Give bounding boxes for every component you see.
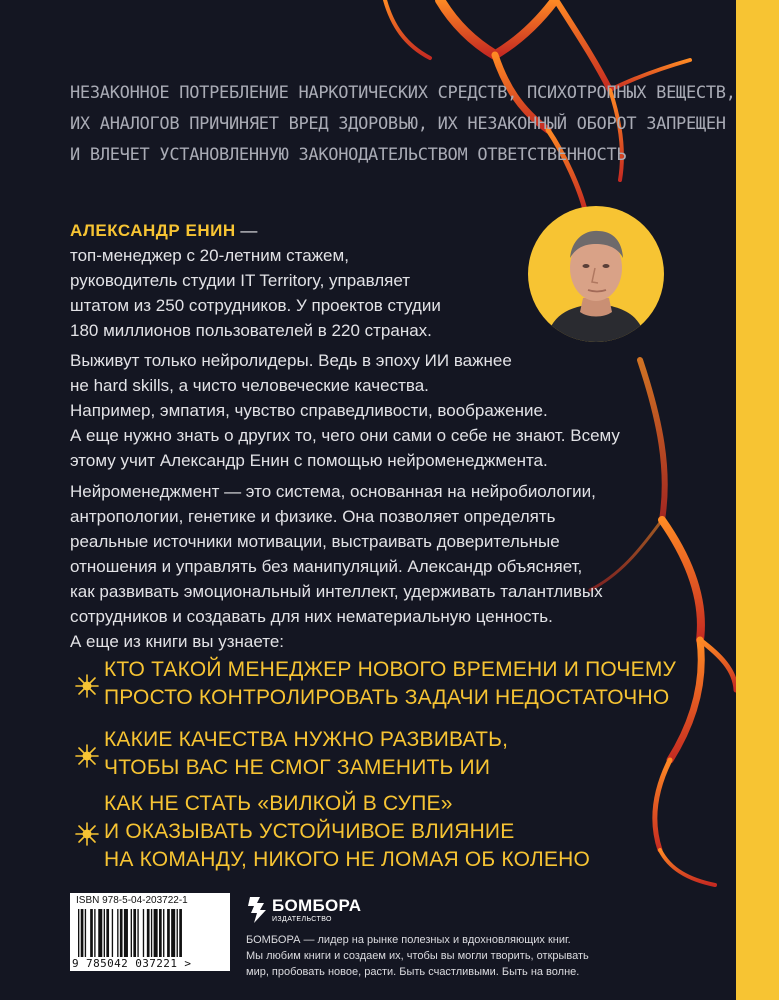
barcode-bar: [90, 909, 93, 957]
spine-accent-strip: [736, 0, 779, 1000]
barcode-bar: [143, 909, 144, 957]
barcode-bar: [104, 909, 105, 957]
paragraph-line: Выживут только нейролидеры. Ведь в эпоху ИИ важнее: [70, 351, 512, 370]
bullet-line: КАКИЕ КАЧЕСТВА НУЖНО РАЗВИВАТЬ,: [104, 728, 509, 751]
legal-warning-line: И ВЛЕЧЕТ УСТАНОВЛЕННУЮ ЗАКОНОДАТЕЛЬСТВОМ ОТВЕТСТВЕННОСТЬ: [70, 145, 627, 165]
barcode-bar: [159, 909, 162, 957]
legal-warning-line: НЕЗАКОННОЕ ПОТРЕБЛЕНИЕ НАРКОТИЧЕСКИХ СРЕДСТВ, ПСИХОТРОПНЫХ ВЕЩЕСТВ,: [70, 83, 736, 103]
publisher-line: Мы любим книги и создаем их, чтобы вы могли творить, открывать: [246, 950, 589, 962]
barcode-bar: [151, 909, 152, 957]
author-bio: [70, 218, 510, 343]
bombora-logo: [246, 893, 362, 929]
bullet-line: КАК НЕ СТАТЬ «ВИЛКОЙ В СУПЕ»: [104, 792, 453, 815]
publisher-sub: ИЗДАТЕЛЬСТВО: [272, 916, 332, 923]
neuron-star-icon: [74, 821, 100, 847]
bullet-line: ПРОСТО КОНТРОЛИРОВАТЬ ЗАДАЧИ НЕДОСТАТОЧНО: [104, 686, 670, 709]
barcode-bar: [177, 909, 178, 957]
bullet-line: НА КОМАНДУ, НИКОГО НЕ ЛОМАЯ ОБ КОЛЕНО: [104, 848, 590, 871]
barcode-bar: [163, 909, 164, 957]
paragraph-line: как развивать эмоциональный интеллект, удерживать талантливых: [70, 582, 603, 601]
barcode-bar: [147, 909, 150, 957]
publisher-line: мир, пробовать новое, расти. Быть счастливыми. Быть на волне.: [246, 966, 580, 978]
author-bio-line: руководитель студии IT Territory, управляет: [70, 271, 411, 290]
barcode-bar: [81, 909, 84, 957]
paragraph-line: А еще из книги вы узнаете:: [70, 632, 285, 651]
barcode-bar: [117, 909, 118, 957]
bullet-line: ЧТОБЫ ВАС НЕ СМОГ ЗАМЕНИТЬ ИИ: [104, 756, 491, 779]
paragraph-line: реальные источники мотивации, выстраивать доверительные: [70, 532, 560, 551]
neuron-star-icon: [74, 673, 100, 699]
description-paragraph: [70, 479, 630, 654]
legal-warning: [70, 78, 736, 171]
barcode-bar: [167, 909, 170, 957]
author-photo: [528, 206, 664, 342]
paragraph-line: отношения и управлять без манипуляций. Александр объясняет,: [70, 557, 583, 576]
paragraph-line: антропологии, генетике и физике. Она позволяет определять: [70, 507, 556, 526]
barcode-bar: [124, 909, 128, 957]
bullet-line: КТО ТАКОЙ МЕНЕДЖЕР НОВОГО ВРЕМЕНИ И ПОЧЕМУ: [104, 658, 677, 681]
paragraph-line: Например, эмпатия, чувство справедливости, воображение.: [70, 401, 548, 420]
paragraph-line: не hard skills, а чисто человеческие качества.: [70, 376, 429, 395]
publisher-brand: БОМБОРА: [272, 896, 362, 915]
barcode-bar: [137, 909, 138, 957]
barcode-bar: [120, 909, 123, 957]
isbn-text: ISBN 978-5-04-203722-1: [76, 895, 188, 906]
bullet-item: [70, 726, 660, 786]
paragraph-line: Нейроменеджмент — это система, основанная на нейробиологии,: [70, 482, 596, 501]
barcode-bar: [106, 909, 109, 957]
barcode-bar: [85, 909, 86, 957]
barcode-bar: [112, 909, 113, 957]
author-bio-line: топ-менеджер с 20-летним стажем,: [70, 246, 349, 265]
bullet-text: [104, 790, 590, 874]
paragraph-line: сотрудников и создавать для них нематериальную ценность.: [70, 607, 553, 626]
neuron-star-icon: [74, 743, 100, 769]
barcode-bar: [94, 909, 95, 957]
author-bio-line: штатом из 250 сотрудников. У проектов студии: [70, 296, 441, 315]
barcode-bar: [131, 909, 132, 957]
author-name: АЛЕКСАНДР ЕНИН: [70, 221, 236, 240]
bullet-item: [70, 656, 677, 716]
author-heading: [70, 218, 510, 243]
barcode-bars: [78, 909, 222, 957]
barcode-bar: [78, 909, 79, 957]
author-dash: —: [235, 221, 258, 240]
bullet-text: [104, 656, 676, 712]
bullet-line: И ОКАЗЫВАТЬ УСТОЙЧИВОЕ ВЛИЯНИЕ: [104, 820, 515, 843]
publisher-line: БОМБОРА — лидер на рынке полезных и вдохновляющих книг.: [246, 934, 571, 946]
intro-paragraph: [70, 348, 630, 473]
barcode-bar: [171, 909, 175, 957]
barcode-bar: [98, 909, 102, 957]
bullet-text: [104, 726, 508, 782]
author-bio-line: 180 миллионов пользователей в 220 странах.: [70, 321, 432, 340]
barcode-digits: 9 785042 037221 >: [72, 957, 192, 970]
barcode-bar: [179, 909, 182, 957]
paragraph-line: А еще нужно знать о других то, чего они сами о себе не знают. Всему: [70, 426, 620, 445]
publisher-description: [246, 932, 726, 980]
barcode-bar: [133, 909, 136, 957]
bullet-item: [70, 790, 660, 880]
barcode-bar: [154, 909, 158, 957]
barcode: [70, 893, 230, 971]
bombora-logo-icon: [246, 895, 268, 925]
paragraph-line: этому учит Александр Енин с помощью нейроменеджмента.: [70, 451, 548, 470]
legal-warning-line: ИХ АНАЛОГОВ ПРИЧИНЯЕТ ВРЕД ЗДОРОВЬЮ, ИХ НЕЗАКОННЫЙ ОБОРОТ ЗАПРЕЩЕН: [70, 114, 726, 134]
